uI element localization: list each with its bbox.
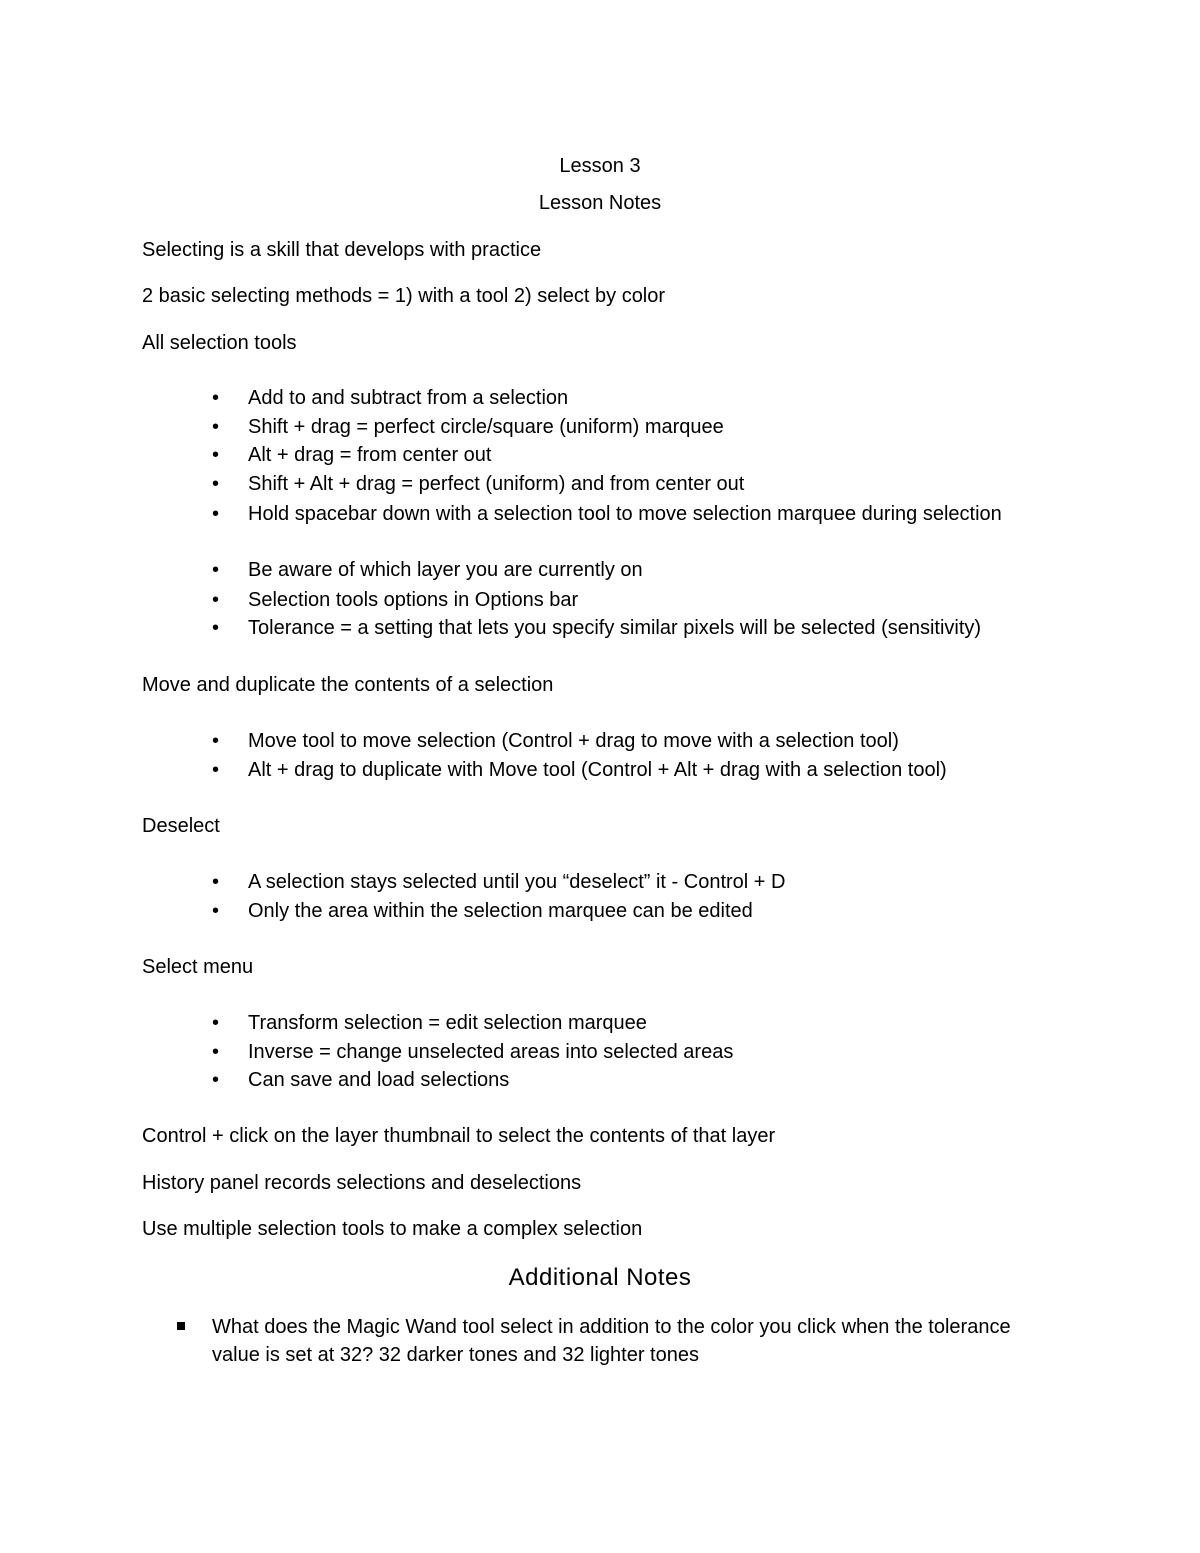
bullet-icon: • bbox=[212, 759, 220, 781]
bullet-icon: • bbox=[212, 416, 220, 438]
bullet-icon: • bbox=[212, 503, 220, 525]
bullet-icon: • bbox=[212, 589, 220, 611]
list-item: A selection stays selected until you “deselect” it - Control + D bbox=[248, 871, 786, 893]
list-item: Shift + Alt + drag = perfect (uniform) and from center out bbox=[248, 473, 745, 495]
page-subtitle: Lesson Notes bbox=[538, 192, 662, 214]
bullet-icon: • bbox=[212, 900, 220, 922]
bullet-icon: • bbox=[212, 444, 220, 466]
bullet-icon: • bbox=[212, 559, 220, 581]
list-item: What does the Magic Wand tool select in addition to the color you click when the tolerance value is set at 32? 32 darker tones and 32 lighter tones bbox=[212, 1316, 1011, 1366]
additional-notes-heading: Additional Notes bbox=[508, 1264, 692, 1291]
list-item: Selection tools options in Options bar bbox=[248, 589, 579, 611]
list-item: Alt + drag to duplicate with Move tool (Control + Alt + drag with a selection tool) bbox=[248, 759, 947, 781]
section-heading-all-tools: All selection tools bbox=[142, 332, 297, 354]
closing-line-3: Use multiple selection tools to make a complex selection bbox=[142, 1218, 643, 1240]
list-item: Transform selection = edit selection marquee bbox=[248, 1012, 647, 1034]
bullet-icon: • bbox=[212, 1041, 220, 1063]
bullet-icon: • bbox=[212, 473, 220, 495]
bullet-icon: • bbox=[212, 1012, 220, 1034]
bullet-icon: • bbox=[212, 617, 220, 639]
list-item: Only the area within the selection marquee can be edited bbox=[248, 900, 753, 922]
list-item: Be aware of which layer you are currently on bbox=[248, 559, 643, 581]
bullet-icon: • bbox=[212, 387, 220, 409]
section-heading-deselect: Deselect bbox=[142, 815, 220, 837]
bullet-icon: • bbox=[212, 1069, 220, 1091]
intro-line-2: 2 basic selecting methods = 1) with a tool 2) select by color bbox=[142, 285, 666, 307]
list-item: Shift + drag = perfect circle/square (uniform) marquee bbox=[248, 416, 724, 438]
bullet-icon: • bbox=[212, 730, 220, 752]
list-item: Alt + drag = from center out bbox=[248, 444, 492, 466]
square-bullet-icon bbox=[177, 1322, 185, 1330]
page-title: Lesson 3 bbox=[559, 155, 641, 177]
list-item: Move tool to move selection (Control + drag to move with a selection tool) bbox=[248, 730, 899, 752]
list-item: Tolerance = a setting that lets you specify similar pixels will be selected (sensitivity) bbox=[248, 617, 982, 639]
section-heading-move-duplicate: Move and duplicate the contents of a selection bbox=[142, 674, 554, 696]
list-item: Inverse = change unselected areas into selected areas bbox=[248, 1041, 734, 1063]
bullet-icon: • bbox=[212, 871, 220, 893]
list-item: Can save and load selections bbox=[248, 1069, 510, 1091]
section-heading-select-menu: Select menu bbox=[142, 956, 254, 978]
intro-line-1: Selecting is a skill that develops with practice bbox=[142, 239, 542, 261]
list-item: Hold spacebar down with a selection tool to move selection marquee during selection bbox=[248, 503, 1002, 525]
closing-line-2: History panel records selections and deselections bbox=[142, 1172, 582, 1194]
closing-line-1: Control + click on the layer thumbnail to select the contents of that layer bbox=[142, 1125, 776, 1147]
list-item: Add to and subtract from a selection bbox=[248, 387, 569, 409]
